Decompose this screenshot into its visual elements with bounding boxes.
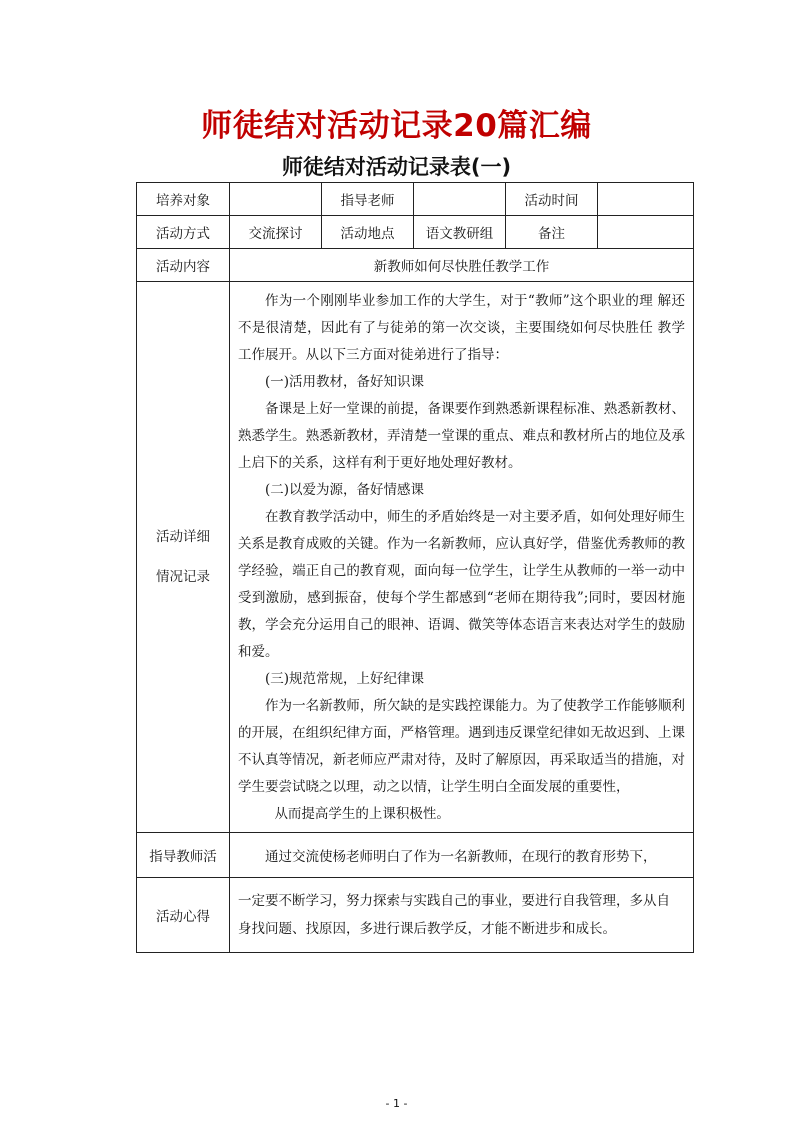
value-remarks bbox=[598, 216, 694, 249]
detail-heading: (二)以爱为源，备好情感课 bbox=[265, 482, 425, 498]
value-activity-place: 语文教研组 bbox=[414, 216, 506, 249]
value-feel: 一定要不断学习，努力探索与实践自己的事业，要进行自我管理，多从自 身找问题、找原因，多进行课后教学反，才能不断进步和成长。 bbox=[230, 878, 694, 953]
value-mentor bbox=[414, 183, 506, 216]
label-trainee: 培养对象 bbox=[137, 183, 230, 216]
value-activity-time bbox=[598, 183, 694, 216]
table-row bbox=[137, 249, 694, 282]
label-guide: 指导教师活 bbox=[137, 833, 230, 878]
sub-title: 师徒结对活动记录表(一) bbox=[281, 155, 512, 179]
detail-paragraph: 作为一个刚刚毕业参加工作的大学生，对于“教师”这个职业的理 解还不是很清楚，因此有了与徒弟的第一次交谈，主要围绕如何尽快胜任 教学工作展开。从以下三方面对徒弟进行了指导： bbox=[238, 293, 685, 363]
value-guide: 通过交流使杨老师明白了作为一名新教师，在现行的教育形势下， bbox=[230, 833, 694, 878]
table-row bbox=[137, 216, 694, 249]
value-activity-content: 新教师如何尽快胜任教学工作 bbox=[230, 249, 694, 282]
value-activity-mode: 交流探讨 bbox=[230, 216, 322, 249]
label-detail-line2: 情况记录 bbox=[156, 569, 210, 585]
detail-paragraph: 从而提高学生的上课积极性。 bbox=[274, 806, 450, 822]
label-activity-detail bbox=[137, 282, 230, 833]
label-activity-mode: 活动方式 bbox=[137, 216, 230, 249]
page-number: - 1 - bbox=[385, 1097, 408, 1110]
detail-paragraph: 在教育教学活动中，师生的矛盾始终是一对主要矛盾，如何处理好师生关系是教育成败的关键。作为一名新教师，应认真好学，借鉴优秀教师的教学经验，端正自己的教育观，面向每一位学生，让学生从教师的一举一动中受到激励，感到振奋，使每个学生都感到“老师在期待我”;同时，要因材施教，学会充分运用自己的眼神、语调、微笑等体态语言来表达对学生的鼓励和爱。 bbox=[238, 509, 685, 660]
table-row bbox=[137, 282, 694, 833]
label-remarks: 备注 bbox=[506, 216, 598, 249]
table-row bbox=[137, 878, 694, 953]
label-detail-line1: 活动详细 bbox=[156, 529, 210, 545]
detail-paragraph: 作为一名新教师，所欠缺的是实践控课能力。为了使教学工作能够顺利的开展，在组织纪律方面，严格管理。遇到违反课堂纪律如无故迟到、上课不认真等情况，新老师应严肃对待，及时了解原因，再采取适当的措施，对学生要尝试晓之以理，动之以情，让学生明白全面发展的重要性， bbox=[238, 698, 685, 795]
detail-heading: (一)活用教材，备好知识课 bbox=[265, 374, 425, 390]
value-trainee bbox=[230, 183, 322, 216]
detail-paragraph: 备课是上好一堂课的前提，备课要作到熟悉新课程标准、熟悉新教材、熟悉学生。熟悉新教材，弄清楚一堂课的重点、难点和教材所占的地位及承上启下的关系，这样有利于更好地处理好教材。 bbox=[238, 401, 685, 471]
label-activity-time: 活动时间 bbox=[506, 183, 598, 216]
main-title: 师徒结对活动记录20篇汇编 bbox=[201, 108, 592, 144]
record-table bbox=[136, 182, 694, 953]
detail-record bbox=[230, 282, 694, 833]
label-feel: 活动心得 bbox=[137, 878, 230, 953]
label-activity-place: 活动地点 bbox=[322, 216, 414, 249]
label-mentor: 指导老师 bbox=[322, 183, 414, 216]
table-row bbox=[137, 183, 694, 216]
label-activity-content: 活动内容 bbox=[137, 249, 230, 282]
table-row bbox=[137, 833, 694, 878]
detail-heading: (三)规范常规，上好纪律课 bbox=[265, 671, 425, 687]
